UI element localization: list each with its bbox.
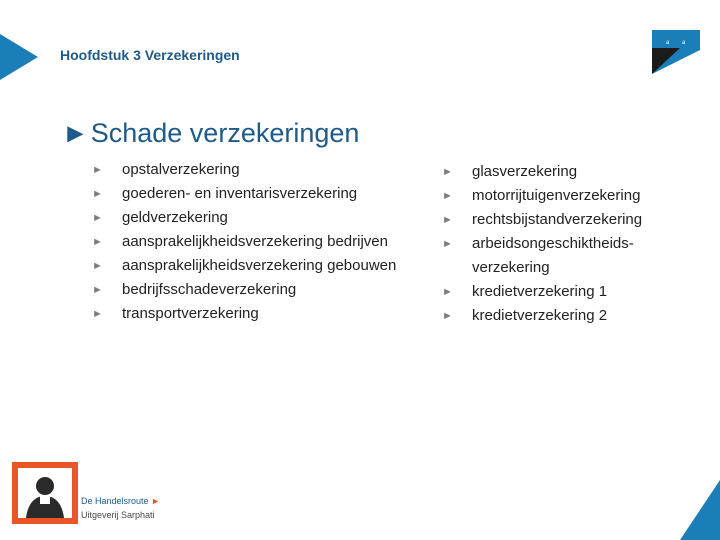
bullet-arrow-icon: ► [92,260,103,272]
publisher-arrow-icon: ► [151,496,160,506]
list-item [92,158,396,182]
publisher-portrait-logo-icon [12,462,78,524]
bullet-arrow-icon: ► [92,164,103,176]
bullet-arrow-icon: ► [442,214,453,226]
bullet-arrow-icon: ► [92,308,103,320]
bullet-arrow-icon: ► [92,236,103,248]
corner-logo-icon [648,26,700,74]
bullet-arrow-icon: ► [442,190,453,202]
title-arrow-icon: ► [62,118,89,148]
bullet-arrow-icon: ► [92,212,103,224]
list-item-label: opstalverzekering [122,161,240,178]
list-item-label: bedrijfsschadeverzekering [122,281,297,298]
list-item [442,208,642,232]
right-bullet-list [442,160,642,328]
slide-title [62,118,359,149]
list-item-label: aansprakelijkheidsverzekering bedrijven [122,233,388,250]
list-item-label: motorrijtuigenverzekering [472,187,641,204]
list-item [92,182,396,206]
corner-logo-letter-2: a [682,40,686,46]
list-item-label: kredietverzekering 2 [472,307,608,324]
bullet-arrow-icon: ► [92,188,103,200]
publisher-text [81,494,160,522]
bullet-arrow-icon: ► [442,310,453,322]
bullet-arrow-icon: ► [442,166,453,178]
list-item [92,278,396,302]
list-item-label: goederen- en inventarisverzekering [122,185,358,202]
slide-title-text: Schade verzekeringen [90,118,360,148]
chapter-title: Hoofdstuk 3 Verzekeringen [60,47,240,63]
list-item [442,184,642,208]
corner-logo-letter-1: a [666,40,670,46]
list-item [92,254,396,278]
list-item-label: geldverzekering [122,209,228,226]
list-item [442,160,642,184]
list-item-label: kredietverzekering 1 [472,283,608,300]
list-item [442,232,642,280]
list-item-label: arbeidsongeschiktheids- [472,235,634,252]
list-item [442,280,642,304]
page-number: 5 [700,494,707,506]
publisher-name: De Handelsroute [81,496,149,506]
list-item [92,302,396,326]
list-item [442,304,642,328]
list-item [92,206,396,230]
publisher-subtitle: Uitgeverij Sarphati [81,510,155,520]
list-item-continuation: verzekering [472,259,550,276]
header-triangle-decoration [0,34,38,80]
list-item-label: glasverzekering [472,163,578,180]
list-item [92,230,396,254]
bullet-arrow-icon: ► [92,284,103,296]
left-bullet-list [92,158,396,326]
page-number-triangle-decoration [680,480,720,540]
bullet-arrow-icon: ► [442,238,453,250]
bullet-arrow-icon: ► [442,286,453,298]
list-item-label: rechtsbijstandverzekering [472,211,643,228]
list-item-label: transportverzekering [122,305,259,322]
list-item-label: aansprakelijkheidsverzekering gebouwen [122,257,397,274]
